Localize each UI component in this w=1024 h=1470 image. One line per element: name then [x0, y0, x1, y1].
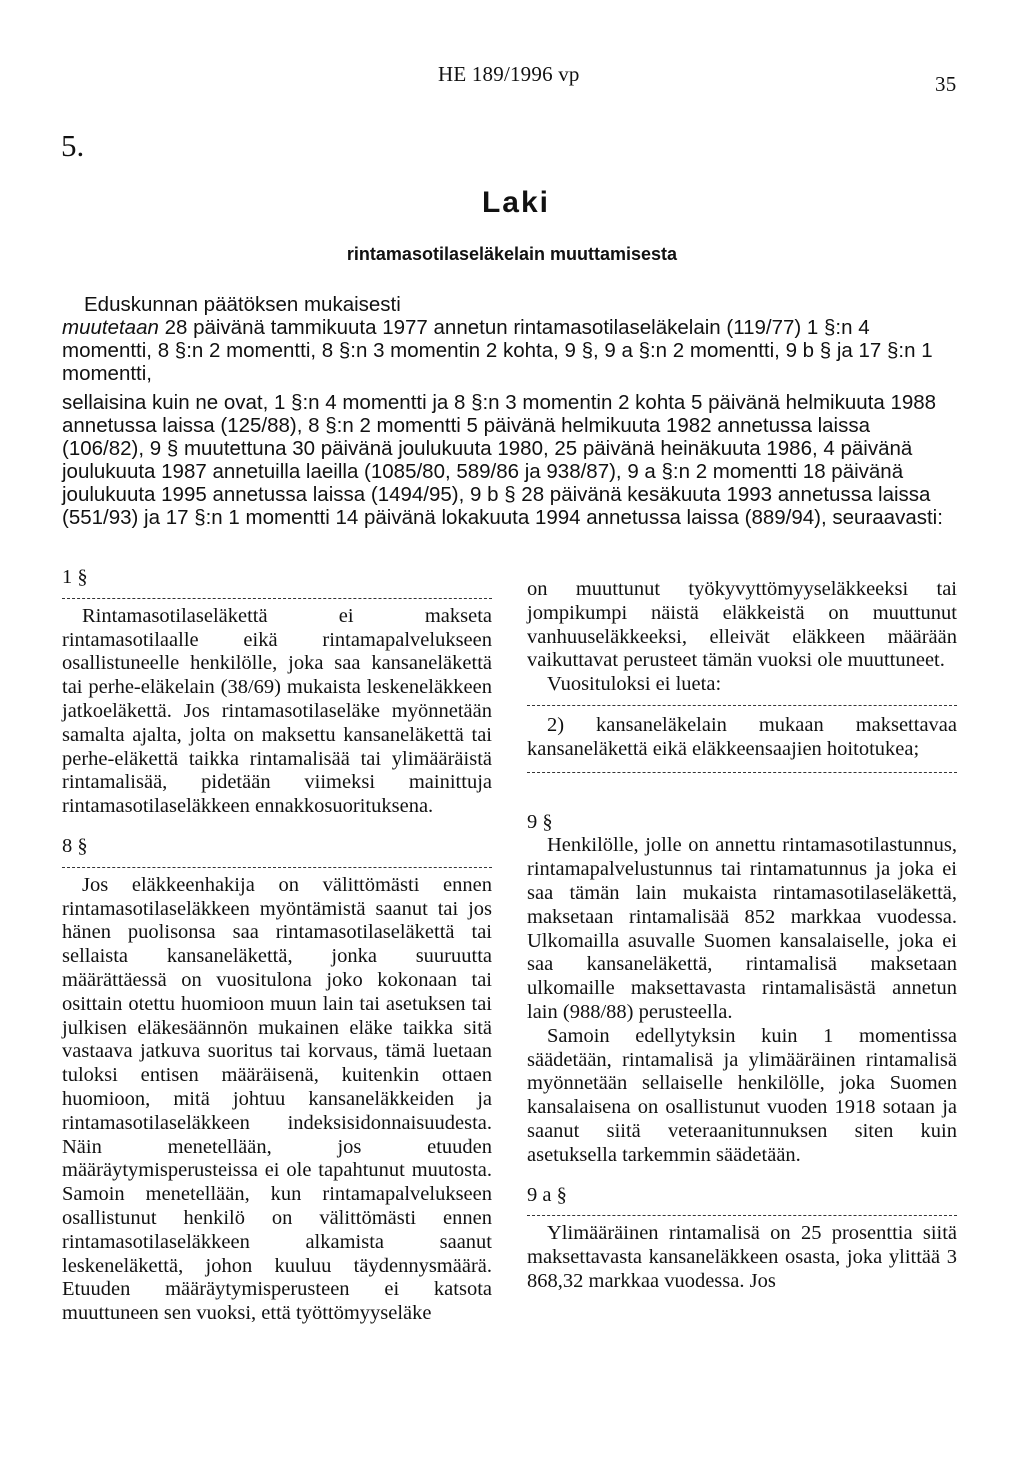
item-2: 2) kansaneläkelain mukaan maksettavaa kansaneläkettä eikä eläkkeensaajien hoitotukea;	[527, 713, 957, 760]
section-1-text: Rintamasotilaseläkettä ei makseta rintamasotilaalle eikä rintamapalvelukseen osallistuneelle henkilölle, joka saa kansaneläkettä tai perhe-eläkelain (38/69) mukaista leskeneläkkeen jatkoeläkettä. Jos rintamasotilaseläke myönnetään samalta ajalta, jolta on maksettu kansaneläkettä tai perhe-eläkettä taikka rintamalisää tai ylimääräistä rintamalisää, pidetään viimeksi mainittuja rintamasotilaseläkkeen ennakkosuorituksena.	[62, 604, 492, 818]
section-9a-heading: 9 a §	[527, 1183, 567, 1206]
omission-divider	[62, 867, 492, 868]
section-9a-text: Ylimääräinen rintamalisä on 25 prosenttia siitä maksettavasta kansaneläkkeen osasta, joka ylittää 3 868,32 markkaa vuodessa. Jos	[527, 1222, 957, 1292]
omission-divider	[62, 598, 492, 599]
page-number: 35	[935, 72, 957, 96]
intro-history: sellaisina kuin ne ovat, 1 §:n 4 momentti ja 8 §:n 3 momentin 2 kohta 5 päivänä helmikuuta 1988 annetussa laissa (125/88), 8 §:n 2 momentti 5 päivänä helmikuuta 1982 annetussa laissa (106/82), 9 § muutettuna 30 päivänä joulukuuta 1980, 25 päivänä heinäkuuta 1986, 4 päivänä joulukuuta 1987 annetuilla laeilla (1085/80, 589/86 ja 938/87), 9 a §:n 2 momentti 18 päivänä joulukuuta 1995 annetussa laissa (1494/95), 9 b § 28 päivänä kesäkuuta 1993 annetussa laissa (551/93) ja 17 §:n 1 momentti 14 päivänä lokakuuta 1994 annetussa laissa (889/94), seuraavasti:	[62, 391, 943, 529]
law-subtitle: rintamasotilaseläkelain muuttamisesta	[346, 244, 678, 264]
annual-income-line: Vuosituloksi ei lueta:	[547, 673, 722, 696]
section-9-paragraph-1: Henkilölle, jolle on annettu rintamasotilastunnus, rintamapalvelustunnus tai rintamatunnus ja joka ei saa tämän lain mukaista rintamasotilaseläkettä, maksetaan rintamalisää 852 markkaa vuodessa. Ulkomailla asuvalle Suomen kansalaiselle, joka ei saa kansaneläkettä, rintamalisä maksetaan ulkomaille maksettavasta rintamalisästä annetun lain (988/88) perusteella.	[527, 834, 957, 1023]
section-9-paragraph-2: Samoin edellytyksin kuin 1 momentissa säädetään, rintamalisä ja ylimääräinen rintamalisä myönnetään sellaiselle henkilölle, joka Suomen kansalaisena on osallistunut vuoden 1918 sotaan ja saanut siitä veteraanitunnuksen siten kuin asetuksella tarkemmin säädetään.	[527, 1024, 957, 1166]
document-id: HE 189/1996 vp	[438, 62, 580, 86]
section-8-heading: 8 §	[62, 834, 88, 857]
section-8-text: Jos eläkkeenhakija on välittömästi ennen rintamasotilaseläkkeen myöntämistä saanut tai jos hänen puolisonsa saa rintamasotilaseläkettä tai sellaista kansaneläkettä, jonka suuruutta määrättäessä on vuositulona joko kokonaan tai osittain otettu huomioon muun lain tai asetuksen tai julkisen eläkesäännön mukainen eläke taikka sitä vastaava jatkuva suoritus tai korvaus, tämä luetaan tuloksi entisen määräisenä, kuitenkin ottaen huomioon, mitä johtuu kansaneläkkeiden ja rintamasotilaseläkkeen indeksisidonnaisuudesta. Näin menetellään, jos etuuden määräytymisperusteissa ei ole tapahtunut muutosta. Samoin menetellään, kun rintamapalvelukseen osallistunut henkilö on välittömästi ennen rintamasotilaseläkkeen alkamista saanut leskeneläkettä, johon kuuluu täydennysmäärä. Etuuden määräytymisperusteen ei katsota muuttuneen sen vuoksi, että työttömyyseläke	[62, 873, 492, 1325]
right-column	[527, 578, 957, 1294]
intro-provisions-text: 28 päivänä tammikuuta 1977 annetun rintamasotilaseläkelain (119/77) 1 §:n 4 momentti, 8 §:n 2 momentti, 8 §:n 3 momentin 2 kohta, 9 §, 9 a §:n 2 momentti, 9 b § ja 17 §:n 1 momentti,	[62, 316, 933, 385]
left-column	[62, 566, 492, 1326]
intro-block	[62, 293, 957, 529]
omission-divider	[527, 772, 957, 773]
section-1-heading: 1 §	[62, 566, 88, 588]
section-9-heading: 9 §	[527, 810, 553, 833]
continued-text: on muuttunut työkyvyttömyyseläkkeeksi tai jompikumpi näistä eläkkeistä on muuttunut vanhuuseläkkeeksi, elleivät eläkkeen määrään vaikuttavat perusteet tämän vuoksi ole muuttuneet.	[527, 578, 957, 672]
omission-divider	[527, 705, 957, 706]
intro-enactment-line: Eduskunnan päätöksen mukaisesti	[84, 293, 401, 316]
intro-amended-provisions	[62, 316, 957, 385]
law-title: Laki	[481, 186, 551, 219]
section-number: 5.	[61, 128, 85, 163]
intro-italic-verb: muutetaan	[62, 316, 159, 339]
omission-divider	[527, 1215, 957, 1216]
